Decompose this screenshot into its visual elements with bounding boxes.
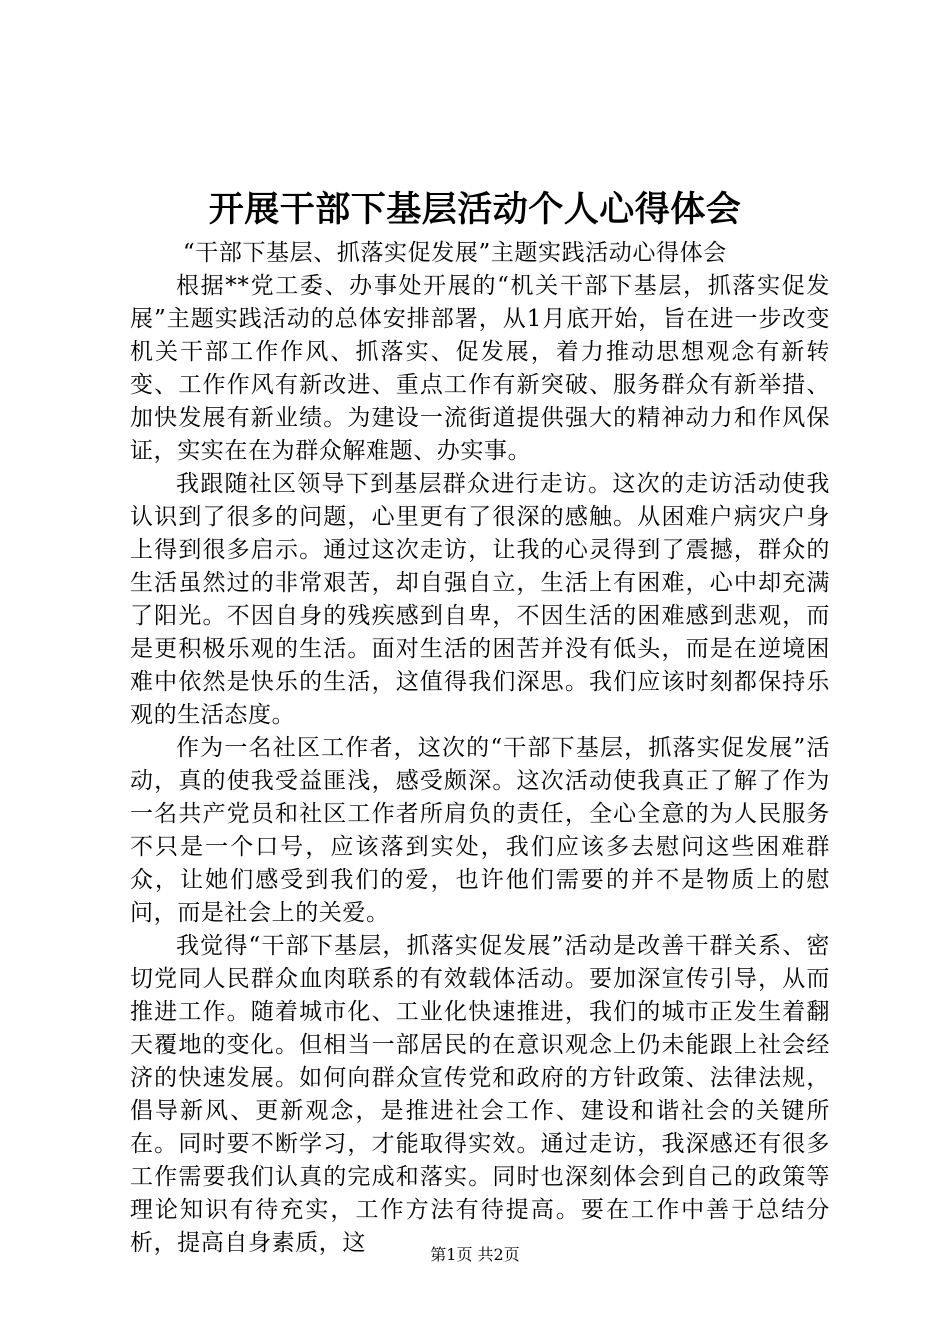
document-body — [130, 237, 830, 1260]
paragraph: 我觉得“干部下基层，抓落实促发展”活动是改善干群关系、密切党同人民群众血肉联系的有效载体活动。要加深宣传引导，从而推进工作。随着城市化、工业化快速推进，我们的城市正发生着翻天覆地的变化。但相当一部居民的在意识观念上仍未能跟上社会经济的快速发展。如何向群众宣传党和政府的方针政策、法律法规，倡导新风、更新观念，是推进社会工作、建设和谐社会的关键所在。同时要不断学习，才能取得实效。通过走访，我深感还有很多工作需要我们认真的完成和落实。同时也深刻体会到自己的政策等理论知识有待充实，工作方法有待提高。要在工作中善于总结分析，提高自身素质，这 — [130, 933, 830, 1256]
document-subtitle: “干部下基层、抓落实促发展”主题实践活动心得体会 — [182, 240, 727, 266]
paragraph: 根据**党工委、办事处开展的“机关干部下基层，抓落实促发展”主题实践活动的总体安排部署，从1月底开始，旨在进一步改变机关干部工作作风、抓落实、促发展，着力推动思想观念有新转变、工作作风有新改进、重点工作有新突破、服务群众有新举措、加快发展有新业绩。为建设一流街道提供强大的精神动力和作风保证，实实在在为群众解难题、办实事。 — [130, 273, 830, 464]
page-number-footer: 第1页 共2页 — [430, 1245, 520, 1264]
paragraph: 作为一名社区工作者，这次的“干部下基层，抓落实促发展”活动，真的使我受益匪浅，感受颇深。这次活动使我真正了解了作为一名共产党员和社区工作者所肩负的责任，全心全意的为人民服务不只是一个口号，应该落到实处，我们应该多去慰问这些困难群众，让她们感受到我们的爱，也许他们需要的并不是物质上的慰问，而是社会上的关爱。 — [130, 735, 830, 926]
page-title: 开展干部下基层活动个人心得体会 — [208, 189, 742, 230]
paragraph: 我跟随社区领导下到基层群众进行走访。这次的走访活动使我认识到了很多的问题，心里更有了很深的感触。从困难户病灾户身上得到很多启示。通过这次走访，让我的心灵得到了震撼，群众的生活虽然过的非常艰苦，却自强自立，生活上有困难，心中却充满了阳光。不因自身的残疾感到自卑，不因生活的困难感到悲观，而是更积极乐观的生活。面对生活的困苦并没有低头，而是在逆境困难中依然是快乐的生活，这值得我们深思。我们应该时刻都保持乐观的生活态度。 — [130, 471, 830, 728]
